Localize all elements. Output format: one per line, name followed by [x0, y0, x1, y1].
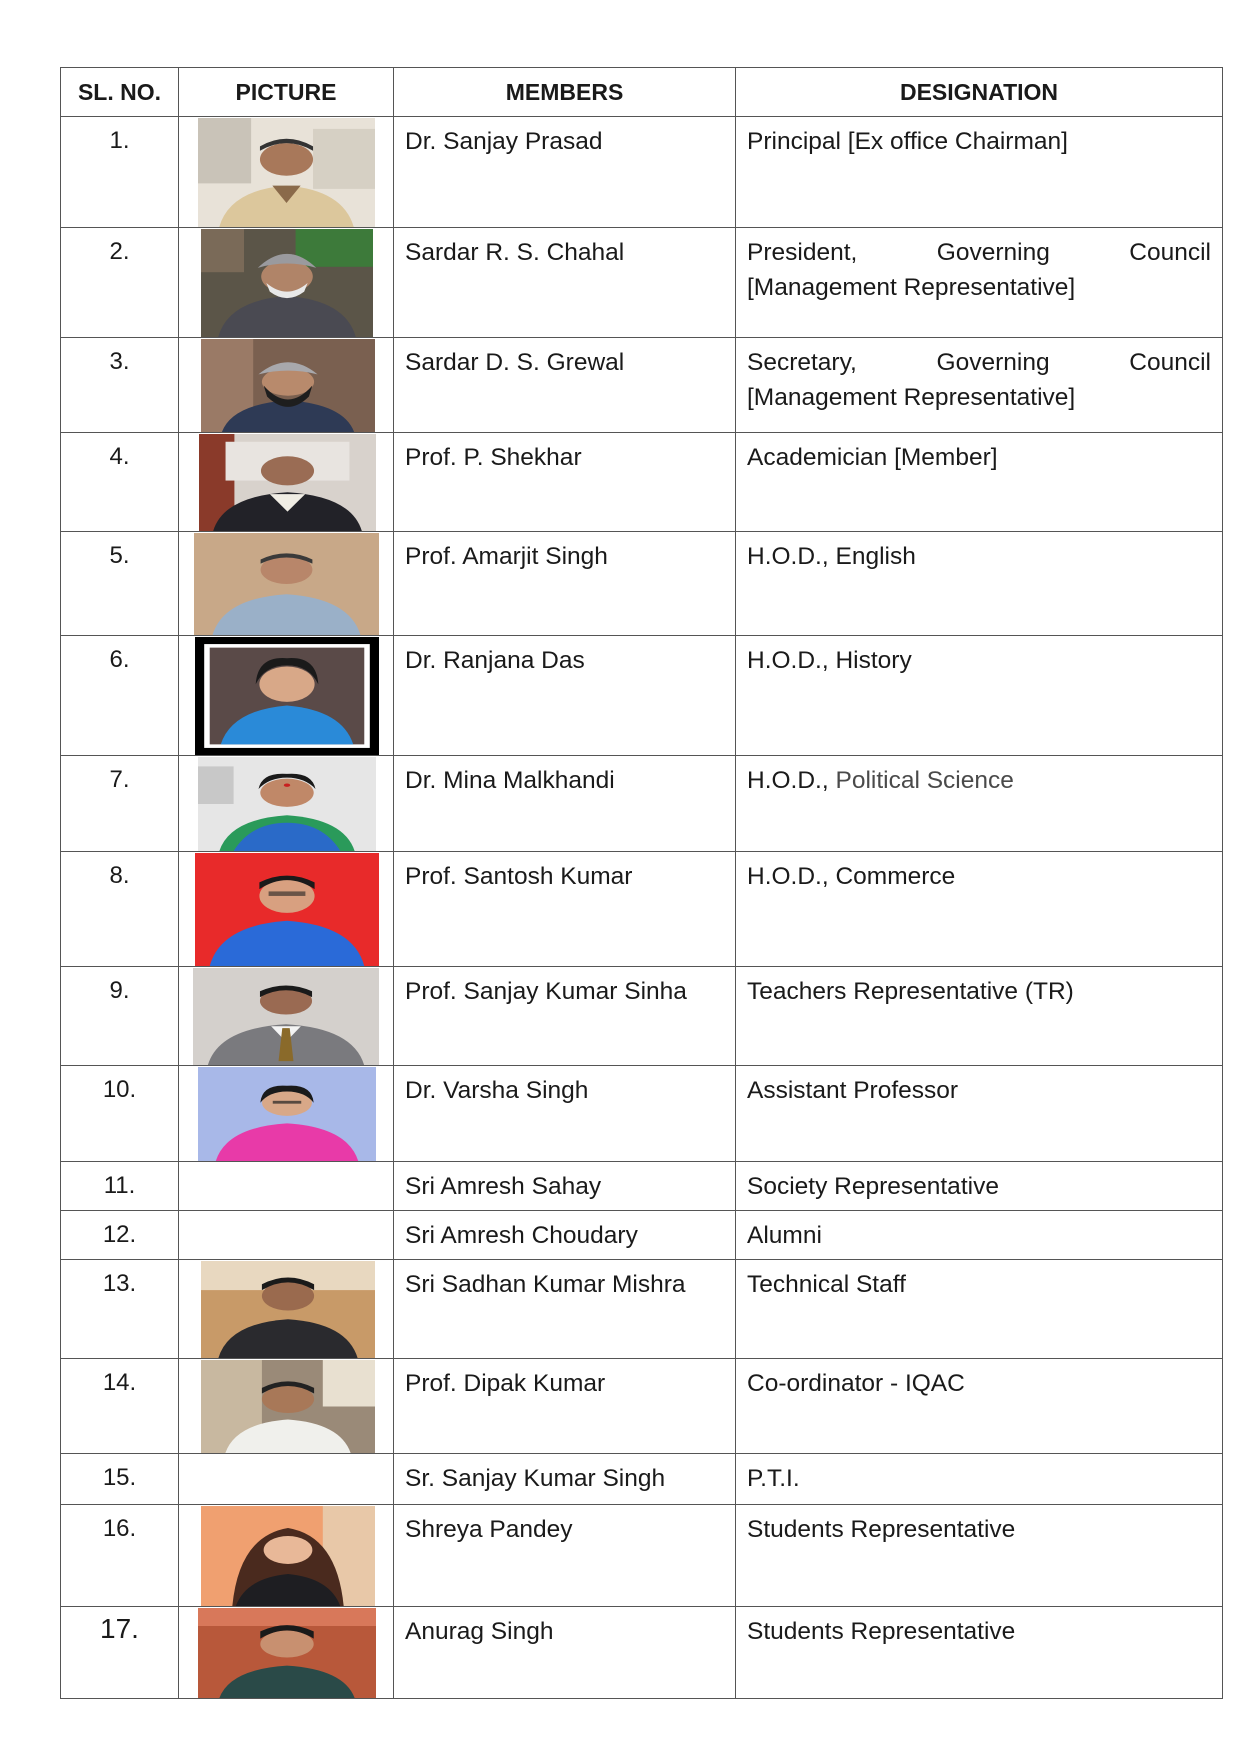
sl-number: 9. — [61, 967, 179, 1066]
member-name: Prof. Dipak Kumar — [394, 1359, 736, 1454]
table-row — [61, 228, 1223, 338]
table-row — [61, 1454, 1223, 1505]
member-photo — [201, 1360, 375, 1453]
member-photo — [198, 1608, 376, 1698]
member-name: Shreya Pandey — [394, 1505, 736, 1607]
member-photo — [201, 339, 375, 432]
sl-number: 7. — [61, 756, 179, 852]
member-designation: Teachers Representative (TR) — [736, 967, 1223, 1066]
member-designation: H.O.D., Commerce — [736, 852, 1223, 967]
sl-number: 11. — [61, 1162, 179, 1211]
member-photo — [199, 434, 376, 531]
sl-number: 10. — [61, 1066, 179, 1162]
member-photo — [193, 968, 379, 1065]
header-designation: DESIGNATION — [736, 68, 1223, 117]
member-name: Sri Amresh Choudary — [394, 1211, 736, 1260]
sl-number: 17. — [61, 1607, 179, 1699]
member-name: Prof. Santosh Kumar — [394, 852, 736, 967]
table-row — [61, 117, 1223, 228]
member-name: Dr. Sanjay Prasad — [394, 117, 736, 228]
member-name: Anurag Singh — [394, 1607, 736, 1699]
sl-number: 16. — [61, 1505, 179, 1607]
header-row — [61, 68, 1223, 117]
sl-number: 8. — [61, 852, 179, 967]
member-photo — [194, 533, 379, 635]
member-designation — [736, 756, 1223, 852]
picture-cell — [179, 532, 394, 636]
header-sl-no: SL. NO. — [61, 68, 179, 117]
table-row — [61, 1359, 1223, 1454]
member-name: Dr. Ranjana Das — [394, 636, 736, 756]
sl-number: 12. — [61, 1211, 179, 1260]
table-row — [61, 1607, 1223, 1699]
table-row — [61, 852, 1223, 967]
member-photo — [198, 757, 376, 851]
member-designation: Co-ordinator - IQAC — [736, 1359, 1223, 1454]
picture-cell — [179, 1454, 394, 1505]
member-name: Sr. Sanjay Kumar Singh — [394, 1454, 736, 1505]
picture-cell — [179, 117, 394, 228]
member-photo — [198, 1067, 376, 1161]
sl-number: 6. — [61, 636, 179, 756]
member-designation: Assistant Professor — [736, 1066, 1223, 1162]
header-picture: PICTURE — [179, 68, 394, 117]
member-photo — [198, 118, 375, 227]
picture-cell — [179, 1211, 394, 1260]
picture-cell — [179, 1260, 394, 1359]
member-name: Prof. P. Shekhar — [394, 433, 736, 532]
table-row — [61, 338, 1223, 433]
member-designation: Alumni — [736, 1211, 1223, 1260]
sl-number: 5. — [61, 532, 179, 636]
sl-number: 2. — [61, 228, 179, 338]
member-designation: President, Governing Council [Management Representative] — [736, 228, 1223, 338]
member-name: Sardar R. S. Chahal — [394, 228, 736, 338]
sl-number: 14. — [61, 1359, 179, 1454]
picture-cell — [179, 1505, 394, 1607]
picture-cell — [179, 228, 394, 338]
member-designation: Academician [Member] — [736, 433, 1223, 532]
table-row — [61, 967, 1223, 1066]
member-designation: H.O.D., History — [736, 636, 1223, 756]
header-members: MEMBERS — [394, 68, 736, 117]
designation-prefix: H.O.D., — [747, 767, 836, 794]
sl-number: 15. — [61, 1454, 179, 1505]
table-row — [61, 756, 1223, 852]
sl-number: 13. — [61, 1260, 179, 1359]
member-name: Dr. Mina Malkhandi — [394, 756, 736, 852]
member-designation: Secretary, Governing Council [Management Representative] — [736, 338, 1223, 433]
member-designation: H.O.D., English — [736, 532, 1223, 636]
member-name: Prof. Amarjit Singh — [394, 532, 736, 636]
picture-cell — [179, 1162, 394, 1211]
designation-suffix: Political Science — [835, 767, 1014, 794]
member-name: Dr. Varsha Singh — [394, 1066, 736, 1162]
member-designation: Students Representative — [736, 1505, 1223, 1607]
picture-cell — [179, 756, 394, 852]
table-row — [61, 636, 1223, 756]
member-photo — [201, 229, 373, 337]
member-name: Prof. Sanjay Kumar Sinha — [394, 967, 736, 1066]
picture-cell — [179, 1359, 394, 1454]
member-designation: Principal [Ex office Chairman] — [736, 117, 1223, 228]
table-row — [61, 1505, 1223, 1607]
member-name: Sri Sadhan Kumar Mishra — [394, 1260, 736, 1359]
member-photo — [201, 1261, 375, 1358]
member-designation: Students Representative — [736, 1607, 1223, 1699]
table-row — [61, 433, 1223, 532]
sl-number: 4. — [61, 433, 179, 532]
member-designation: Society Representative — [736, 1162, 1223, 1211]
table-row — [61, 1260, 1223, 1359]
member-name: Sardar D. S. Grewal — [394, 338, 736, 433]
table-row — [61, 532, 1223, 636]
committee-table — [60, 67, 1223, 1699]
member-photo — [195, 637, 379, 755]
picture-cell — [179, 338, 394, 433]
picture-cell — [179, 636, 394, 756]
picture-cell — [179, 433, 394, 532]
member-name: Sri Amresh Sahay — [394, 1162, 736, 1211]
member-photo — [201, 1506, 375, 1606]
sl-number: 1. — [61, 117, 179, 228]
picture-cell — [179, 967, 394, 1066]
picture-cell — [179, 1607, 394, 1699]
table-row — [61, 1211, 1223, 1260]
table-row — [61, 1066, 1223, 1162]
member-designation: Technical Staff — [736, 1260, 1223, 1359]
member-photo — [195, 853, 379, 966]
table-row — [61, 1162, 1223, 1211]
member-designation: P.T.I. — [736, 1454, 1223, 1505]
picture-cell — [179, 1066, 394, 1162]
picture-cell — [179, 852, 394, 967]
sl-number: 3. — [61, 338, 179, 433]
